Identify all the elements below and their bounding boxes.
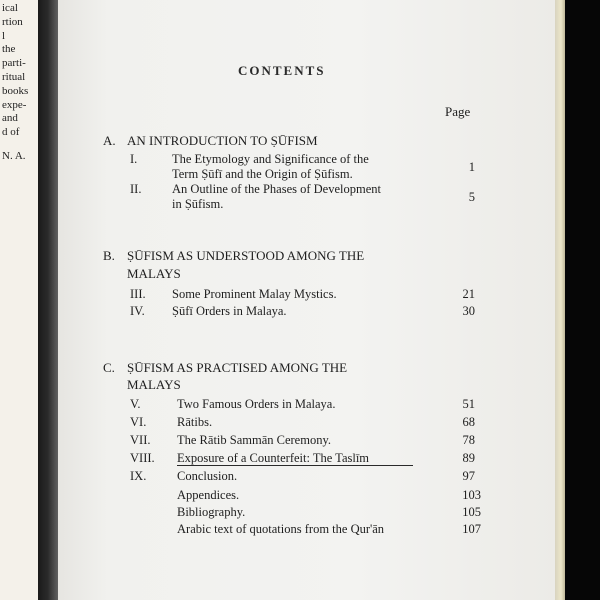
book-gutter-shadow <box>38 0 60 600</box>
chapter-number: III. <box>130 287 146 301</box>
section-letter: B. <box>103 248 115 263</box>
page-number: 89 <box>462 451 475 465</box>
chapter-title: Two Famous Orders in Malaya. <box>177 397 336 411</box>
left-page-fragment: rtion <box>2 16 23 28</box>
chapter-title: The Etymology and Significance of the <box>172 152 369 166</box>
bibliography-entry: Bibliography. <box>177 505 246 519</box>
chapter-title: Ṣūfī Orders in Malaya. <box>172 304 287 318</box>
page-number: 78 <box>462 433 475 447</box>
page-number: 1 <box>468 160 475 174</box>
appendix-entry: Appendices. <box>177 488 240 502</box>
page-column-header: Page <box>445 104 471 119</box>
section-title-continued: MALAYS <box>127 377 181 392</box>
chapter-number: IX. <box>130 469 147 483</box>
chapter-title: An Outline of the Phases of Development <box>172 182 381 196</box>
chapter-number: VII. <box>130 433 151 447</box>
chapter-title-continued: Term Ṣūfī and the Origin of Ṣūfism. <box>172 167 353 181</box>
page-number: 68 <box>462 415 475 429</box>
left-page-fragment: l <box>2 30 6 42</box>
page-number: 103 <box>462 488 481 502</box>
page-number: 5 <box>468 190 475 204</box>
page-number: 21 <box>462 287 475 301</box>
left-facing-page <box>0 0 38 600</box>
page-number: 51 <box>462 397 475 411</box>
page-number: 97 <box>462 469 475 483</box>
left-page-fragment: d of <box>2 126 20 138</box>
left-page-fragment: expe- <box>2 99 27 111</box>
section-title: ṢŪFISM AS PRACTISED AMONG THE <box>127 360 348 375</box>
left-page-fragment: books <box>2 85 29 97</box>
chapter-number: VIII. <box>130 451 155 465</box>
chapter-title: Exposure of a Counterfeit: The Taslīm <box>177 451 370 465</box>
left-page-fragment: parti- <box>2 57 26 69</box>
page-number: 105 <box>462 505 481 519</box>
arabic-text-entry: Arabic text of quotations from the Qur'ān <box>177 522 385 536</box>
chapter-title: Conclusion. <box>177 469 238 483</box>
left-page-fragment: and <box>2 112 18 124</box>
chapter-number: I. <box>130 152 138 166</box>
left-page-fragment: ritual <box>2 71 26 83</box>
section-title-continued: MALAYS <box>127 266 181 281</box>
left-page-fragment: ical <box>2 2 18 14</box>
page-edge <box>555 0 565 600</box>
page-number: 107 <box>462 522 481 536</box>
background-dark <box>565 0 600 600</box>
section-letter: C. <box>103 360 115 375</box>
chapter-title: Some Prominent Malay Mystics. <box>172 287 337 301</box>
chapter-title: Rātibs. <box>177 415 213 429</box>
chapter-number: VI. <box>130 415 147 429</box>
left-page-fragment: N. A. <box>2 150 26 162</box>
section-letter: A. <box>103 133 116 148</box>
chapter-number: II. <box>130 182 142 196</box>
chapter-title-continued: in Ṣūfism. <box>172 197 224 211</box>
contents-title: CONTENTS <box>238 63 326 78</box>
heading-underline <box>177 465 413 466</box>
chapter-number: V. <box>130 397 141 411</box>
chapter-number: IV. <box>130 304 145 318</box>
left-page-fragment: the <box>2 43 16 55</box>
chapter-title: The Rātib Sammān Ceremony. <box>177 433 332 447</box>
section-title: ṢŪFISM AS UNDERSTOOD AMONG THE <box>127 248 365 263</box>
page-number: 30 <box>462 304 475 318</box>
section-title: AN INTRODUCTION TO ṢŪFISM <box>127 133 318 148</box>
